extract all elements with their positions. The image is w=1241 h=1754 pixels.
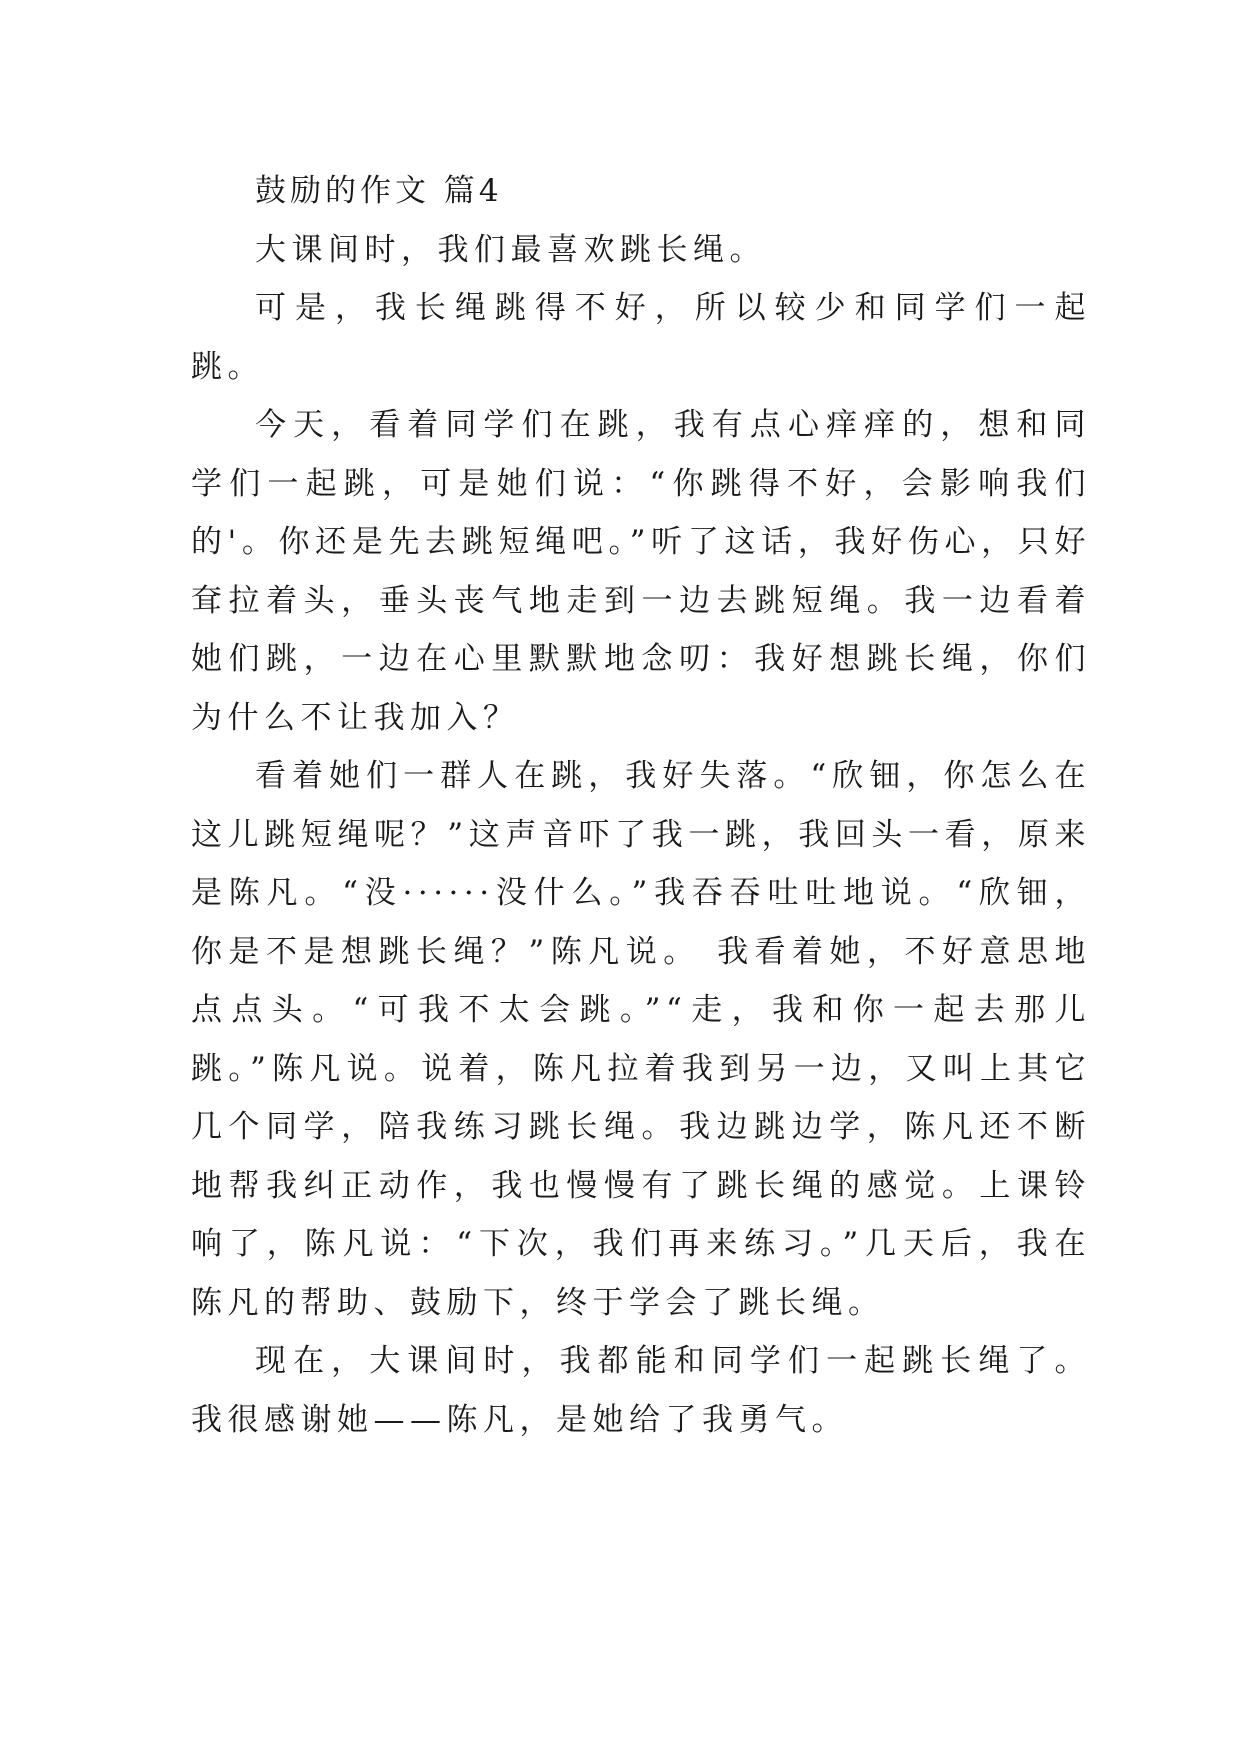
paragraph-2: 可是，我长绳跳得不好，所以较少和同学们一起跳。 xyxy=(191,290,1091,385)
paragraph-1: 大课间时，我们最喜欢跳长绳。 xyxy=(255,231,766,268)
paragraph-3: 今天，看着同学们在跳，我有点心痒痒的，想和同学们一起跳，可是她们说：“你跳得不好，会影响我们的'。你还是先去跳短绳吧。”听了这话，我好伤心，只好耷拉着头，垂头丧气地走到一边去跳短绳。我一边看着她们跳，一边在心里默默地念叨：我好想跳长绳，你们为什么不让我加入？ xyxy=(191,407,1091,736)
document-body xyxy=(191,162,1091,1449)
paragraph-4: 看着她们一群人在跳，我好失落。“欣钿，你怎么在这儿跳短绳呢？”这声音吓了我一跳，我回头一看，原来是陈凡。“没······没什么。”我吞吞吐吐地说。“欣钿，你是不是想跳长绳？”陈凡说。 我看着她，不好意思地点点头。“可我不太会跳。”“走，我和你一起去那儿跳。”陈凡说。说着，陈凡拉着我到另一边，又叫上其它几个同学，陪我练习跳长绳。我边跳边学，陈凡还不断地帮我纠正动作，我也慢慢有了跳长绳的感觉。上课铃响了，陈凡说：“下次，我们再来练习。”几天后，我在陈凡的帮助、鼓励下，终于学会了跳长绳。 xyxy=(191,758,1091,1321)
document-title: 鼓励的作文 篇4 xyxy=(255,173,503,209)
paragraph-5: 现在，大课间时，我都能和同学们一起跳长绳了。我很感谢她——陈凡，是她给了我勇气。 xyxy=(191,1343,1091,1438)
